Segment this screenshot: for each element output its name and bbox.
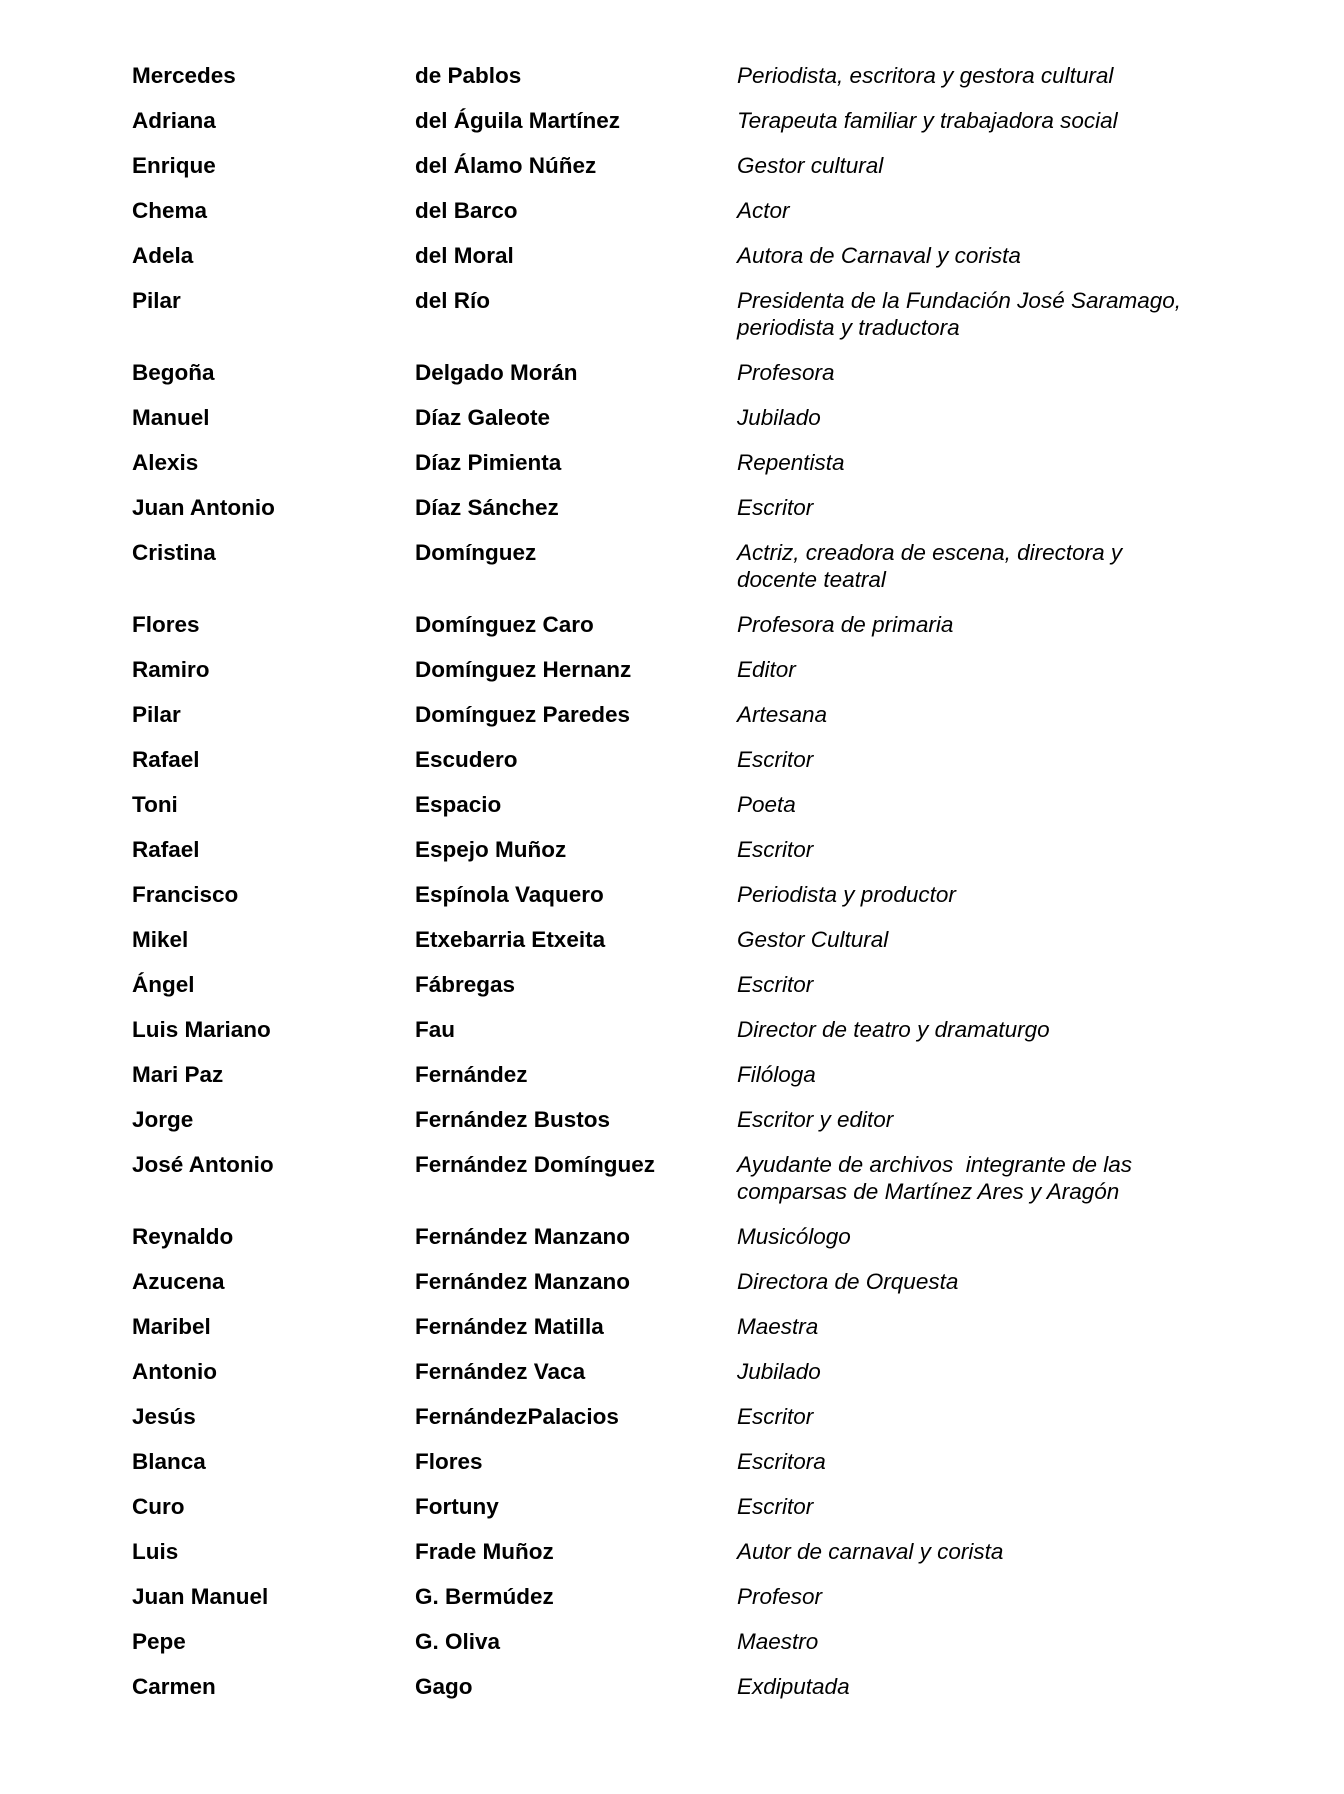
signatory-role: Actriz, creadora de escena, directora y docente teatral bbox=[737, 540, 1129, 592]
signatory-role: Escritor y editor bbox=[737, 1107, 894, 1132]
signatory-first-name: Jesús bbox=[132, 1404, 196, 1429]
signatory-last-name: Etxebarria Etxeita bbox=[415, 927, 606, 952]
signatory-role: Autor de carnaval y corista bbox=[737, 1539, 1004, 1564]
signatory-row bbox=[132, 836, 1232, 863]
signatory-last-name: Fernández Manzano bbox=[415, 1224, 631, 1249]
signatory-first-name: Mikel bbox=[132, 927, 189, 952]
signatory-last-name: Frade Muñoz bbox=[415, 1539, 554, 1564]
signatory-last-name: FernándezPalacios bbox=[415, 1404, 619, 1429]
signatory-first-name: Mercedes bbox=[132, 63, 236, 88]
signatory-first-name: Blanca bbox=[132, 1449, 206, 1474]
signatory-row bbox=[132, 62, 1232, 89]
signatory-first-name: Ángel bbox=[132, 972, 195, 997]
signatory-role: Escritora bbox=[737, 1449, 826, 1474]
signatories-list bbox=[132, 62, 1232, 1718]
signatory-first-name: Pilar bbox=[132, 288, 181, 313]
signatory-row bbox=[132, 1268, 1232, 1295]
signatory-first-name: Rafael bbox=[132, 747, 200, 772]
signatory-last-name: de Pablos bbox=[415, 63, 522, 88]
signatory-first-name: Luis bbox=[132, 1539, 179, 1564]
signatory-role: Escritor bbox=[737, 1494, 814, 1519]
signatory-last-name: Fernández bbox=[415, 1062, 528, 1087]
signatory-first-name: Antonio bbox=[132, 1359, 217, 1384]
signatory-first-name: Ramiro bbox=[132, 657, 210, 682]
signatory-row bbox=[132, 107, 1232, 134]
signatory-role: Editor bbox=[737, 657, 796, 682]
signatory-row bbox=[132, 971, 1232, 998]
signatory-role: Escritor bbox=[737, 747, 814, 772]
signatory-first-name: Chema bbox=[132, 198, 208, 223]
signatory-role: Escritor bbox=[737, 495, 814, 520]
signatory-role: Maestro bbox=[737, 1629, 819, 1654]
signatory-last-name: Delgado Morán bbox=[415, 360, 578, 385]
signatory-first-name: Jorge bbox=[132, 1107, 194, 1132]
signatory-role: Escritor bbox=[737, 837, 814, 862]
signatory-first-name: Mari Paz bbox=[132, 1062, 224, 1087]
signatory-role: Terapeuta familiar y trabajadora social bbox=[737, 108, 1118, 133]
signatory-row bbox=[132, 701, 1232, 728]
signatory-first-name: Adriana bbox=[132, 108, 216, 133]
signatory-role: Filóloga bbox=[737, 1062, 816, 1087]
signatory-last-name: Espejo Muñoz bbox=[415, 837, 567, 862]
signatory-first-name: Cristina bbox=[132, 540, 216, 565]
signatory-last-name: Domínguez Paredes bbox=[415, 702, 631, 727]
signatory-role: Gestor cultural bbox=[737, 153, 884, 178]
signatory-last-name: Fortuny bbox=[415, 1494, 499, 1519]
signatory-first-name: Pilar bbox=[132, 702, 181, 727]
signatory-role: Periodista, escritora y gestora cultural bbox=[737, 63, 1114, 88]
signatory-row bbox=[132, 287, 1232, 341]
signatory-first-name: Pepe bbox=[132, 1629, 186, 1654]
signatory-last-name: Díaz Sánchez bbox=[415, 495, 559, 520]
signatory-first-name: Enrique bbox=[132, 153, 216, 178]
signatory-first-name: Juan Antonio bbox=[132, 495, 275, 520]
signatory-role: Artesana bbox=[737, 702, 828, 727]
signatory-row bbox=[132, 611, 1232, 638]
signatory-first-name: Begoña bbox=[132, 360, 215, 385]
signatory-first-name: Azucena bbox=[132, 1269, 225, 1294]
signatory-row bbox=[132, 1403, 1232, 1430]
signatory-first-name: Carmen bbox=[132, 1674, 216, 1699]
signatory-last-name: Fábregas bbox=[415, 972, 516, 997]
signatory-last-name: Fau bbox=[415, 1017, 456, 1042]
signatory-last-name: del Río bbox=[415, 288, 491, 313]
signatory-row bbox=[132, 926, 1232, 953]
signatory-first-name: Adela bbox=[132, 243, 194, 268]
signatory-row bbox=[132, 1493, 1232, 1520]
signatory-last-name: del Álamo Núñez bbox=[415, 153, 597, 178]
signatory-row bbox=[132, 449, 1232, 476]
signatory-role: Presidenta de la Fundación José Saramago, periodista y traductora bbox=[737, 288, 1188, 340]
signatory-row bbox=[132, 1151, 1232, 1205]
signatory-last-name: Flores bbox=[415, 1449, 483, 1474]
signatory-row bbox=[132, 1313, 1232, 1340]
signatory-row bbox=[132, 1628, 1232, 1655]
signatory-role: Director de teatro y dramaturgo bbox=[737, 1017, 1050, 1042]
signatory-row bbox=[132, 656, 1232, 683]
signatory-last-name: Espacio bbox=[415, 792, 502, 817]
signatory-role: Jubilado bbox=[737, 1359, 821, 1384]
signatory-row bbox=[132, 494, 1232, 521]
signatory-last-name: del Moral bbox=[415, 243, 514, 268]
signatory-role: Gestor Cultural bbox=[737, 927, 889, 952]
signatory-first-name: Juan Manuel bbox=[132, 1584, 269, 1609]
signatory-row bbox=[132, 1538, 1232, 1565]
signatory-first-name: Alexis bbox=[132, 450, 199, 475]
signatory-last-name: Díaz Galeote bbox=[415, 405, 551, 430]
signatory-role: Repentista bbox=[737, 450, 845, 475]
signatory-role: Directora de Orquesta bbox=[737, 1269, 959, 1294]
signatory-last-name: G. Bermúdez bbox=[415, 1584, 554, 1609]
signatory-row bbox=[132, 539, 1232, 593]
signatory-row bbox=[132, 1448, 1232, 1475]
signatory-last-name: Domínguez Caro bbox=[415, 612, 594, 637]
signatory-role: Poeta bbox=[737, 792, 796, 817]
signatory-first-name: Francisco bbox=[132, 882, 239, 907]
signatory-first-name: José Antonio bbox=[132, 1152, 274, 1177]
signatory-last-name: del Barco bbox=[415, 198, 518, 223]
signatory-role: Escritor bbox=[737, 1404, 814, 1429]
signatory-row bbox=[132, 152, 1232, 179]
signatory-first-name: Luis Mariano bbox=[132, 1017, 271, 1042]
signatory-first-name: Toni bbox=[132, 792, 178, 817]
signatory-role: Profesora de primaria bbox=[737, 612, 954, 637]
signatory-role: Actor bbox=[737, 198, 790, 223]
signatory-last-name: Fernández Domínguez bbox=[415, 1152, 656, 1177]
signatory-last-name: Fernández Manzano bbox=[415, 1269, 631, 1294]
signatory-first-name: Reynaldo bbox=[132, 1224, 234, 1249]
signatory-last-name: G. Oliva bbox=[415, 1629, 501, 1654]
signatory-role: Profesora bbox=[737, 360, 835, 385]
signatory-first-name: Rafael bbox=[132, 837, 200, 862]
signatory-row bbox=[132, 1106, 1232, 1133]
signatory-role: Escritor bbox=[737, 972, 814, 997]
signatory-last-name: Fernández Matilla bbox=[415, 1314, 604, 1339]
signatory-row bbox=[132, 242, 1232, 269]
signatory-role: Jubilado bbox=[737, 405, 821, 430]
signatory-role: Exdiputada bbox=[737, 1674, 850, 1699]
signatory-last-name: Espínola Vaquero bbox=[415, 882, 604, 907]
signatory-first-name: Manuel bbox=[132, 405, 210, 430]
signatory-row bbox=[132, 197, 1232, 224]
signatory-row bbox=[132, 1223, 1232, 1250]
signatory-role: Autora de Carnaval y corista bbox=[737, 243, 1021, 268]
signatory-role: Profesor bbox=[737, 1584, 823, 1609]
signatory-last-name: del Águila Martínez bbox=[415, 108, 621, 133]
signatory-row bbox=[132, 1358, 1232, 1385]
signatory-first-name: Curo bbox=[132, 1494, 185, 1519]
signatory-first-name: Maribel bbox=[132, 1314, 211, 1339]
signatory-last-name: Fernández Vaca bbox=[415, 1359, 586, 1384]
signatory-first-name: Flores bbox=[132, 612, 200, 637]
signatory-row bbox=[132, 404, 1232, 431]
signatory-row bbox=[132, 881, 1232, 908]
signatory-row bbox=[132, 791, 1232, 818]
signatory-role: Periodista y productor bbox=[737, 882, 956, 907]
signatory-last-name: Domínguez bbox=[415, 540, 537, 565]
signatory-row bbox=[132, 746, 1232, 773]
signatory-role: Ayudante de archivos integrante de las comparsas de Martínez Ares y Aragón bbox=[737, 1152, 1139, 1204]
signatory-last-name: Fernández Bustos bbox=[415, 1107, 611, 1132]
signatory-row bbox=[132, 1673, 1232, 1700]
signatory-role: Musicólogo bbox=[737, 1224, 851, 1249]
signatory-last-name: Díaz Pimienta bbox=[415, 450, 562, 475]
signatory-row bbox=[132, 1061, 1232, 1088]
signatory-row bbox=[132, 359, 1232, 386]
signatory-row bbox=[132, 1016, 1232, 1043]
signatory-last-name: Escudero bbox=[415, 747, 518, 772]
signatory-last-name: Gago bbox=[415, 1674, 473, 1699]
signatory-role: Maestra bbox=[737, 1314, 819, 1339]
signatory-row bbox=[132, 1583, 1232, 1610]
signatory-last-name: Domínguez Hernanz bbox=[415, 657, 632, 682]
